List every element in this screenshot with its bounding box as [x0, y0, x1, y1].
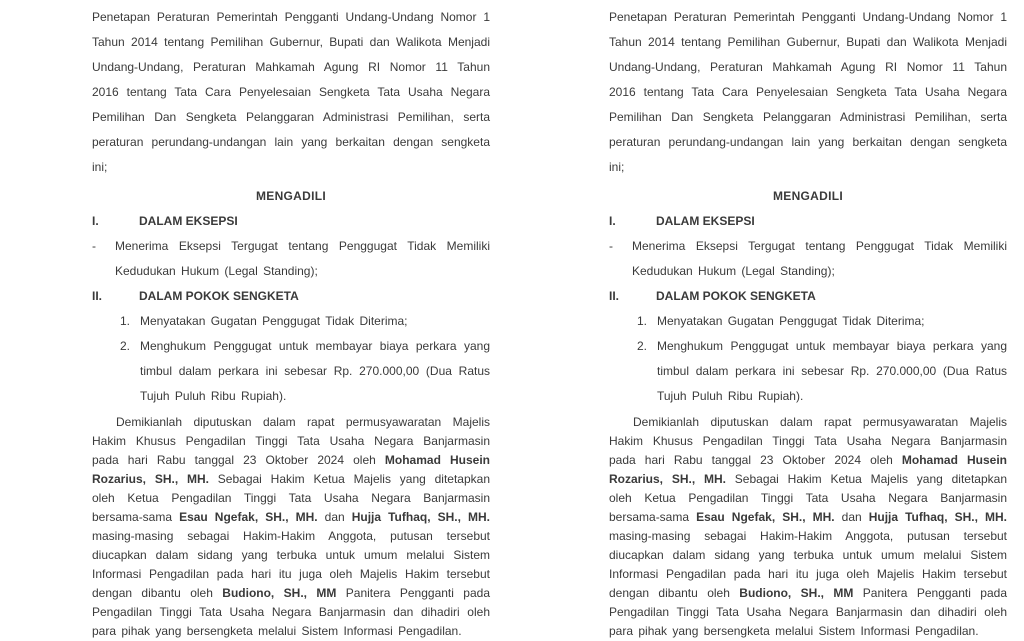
- bullet-dash: -: [92, 239, 96, 253]
- closing-text: dan: [834, 510, 869, 524]
- judge-name-chief: Mohamad Husein Rozarius, SH., MH.: [609, 453, 1007, 486]
- section-title: DALAM EKSEPSI: [656, 214, 755, 228]
- section-heading-eksepsi: [609, 209, 1007, 234]
- section-numeral: I.: [92, 214, 99, 228]
- document-page-right: [609, 0, 1007, 641]
- registrar-name: Budiono, SH., MM: [739, 586, 854, 600]
- eksepsi-bullet-item: [609, 234, 1007, 284]
- pokok-item-list: [637, 309, 1007, 409]
- list-item: [120, 309, 490, 334]
- list-item: [120, 334, 490, 409]
- section-numeral: I.: [609, 214, 616, 228]
- item-number: 1.: [637, 314, 648, 328]
- intro-paragraph: Penetapan Peraturan Pemerintah Pengganti Undang-Undang Nomor 1 Tahun 2014 tentang Pemilihan Gubernur, Bupati dan Walikota Menjadi Undang-Undang, Peraturan Mahkamah Agung RI Nomor 11 Tahun 2016 tentang Tata Cara Penyelesaian Sengketa Tata Usaha Negara Pemilihan Dan Sengketa Pelanggaran Administrasi Pemilihan, serta peraturan perundang-undangan lain yang berkaitan dengan sengketa ini;: [609, 10, 1007, 174]
- closing-text: Sebagai Hakim Ketua Majelis yang ditetapkan oleh Ketua Pengadilan Tinggi Tata Usaha Negara Banjarmasin bersama-sama: [609, 472, 1007, 524]
- intro-paragraph: Penetapan Peraturan Pemerintah Pengganti Undang-Undang Nomor 1 Tahun 2014 tentang Pemilihan Gubernur, Bupati dan Walikota Menjadi Undang-Undang, Peraturan Mahkamah Agung RI Nomor 11 Tahun 2016 tentang Tata Cara Penyelesaian Sengketa Tata Usaha Negara Pemilihan Dan Sengketa Pelanggaran Administrasi Pemilihan, serta peraturan perundang-undangan lain yang berkaitan dengan sengketa ini;: [92, 10, 490, 174]
- section-heading-eksepsi: [92, 209, 490, 234]
- closing-paragraph: [609, 413, 1007, 641]
- item-number: 2.: [637, 339, 648, 353]
- section-heading-pokok: [609, 284, 1007, 309]
- judge-name-member-1: Esau Ngefak, SH., MH.: [179, 510, 318, 524]
- item-text: Menyatakan Gugatan Penggugat Tidak Diterima;: [657, 314, 925, 328]
- item-text: Menyatakan Gugatan Penggugat Tidak Diterima;: [140, 314, 408, 328]
- judge-name-member-1: Esau Ngefak, SH., MH.: [696, 510, 835, 524]
- section-heading-pokok: [92, 284, 490, 309]
- closing-text: Sebagai Hakim Ketua Majelis yang ditetapkan oleh Ketua Pengadilan Tinggi Tata Usaha Negara Banjarmasin bersama-sama: [92, 472, 490, 524]
- judge-name-member-2: Hujja Tufhaq, SH., MH.: [868, 510, 1007, 524]
- eksepsi-bullet-item: [92, 234, 490, 284]
- section-title: DALAM POKOK SENGKETA: [656, 289, 816, 303]
- item-number: 2.: [120, 339, 131, 353]
- list-item: [637, 334, 1007, 409]
- section-numeral: II.: [609, 289, 620, 303]
- judge-name-member-2: Hujja Tufhaq, SH., MH.: [351, 510, 490, 524]
- closing-text: dan: [317, 510, 352, 524]
- closing-text: Panitera Pengganti pada Pengadilan Tinggi Tata Usaha Negara Banjarmasin dan dihadiri oleh para pihak yang bersengketa melalui Sistem Informasi Pengadilan.: [92, 586, 490, 638]
- item-text: Menghukum Penggugat untuk membayar biaya perkara yang timbul dalam perkara ini sebesar Rp. 270.000,00 (Dua Ratus Tujuh Puluh Ribu Rupiah).: [140, 339, 490, 403]
- bullet-text: Menerima Eksepsi Tergugat tentang Penggugat Tidak Memiliki Kedudukan Hukum (Legal Standing);: [632, 239, 1007, 278]
- closing-text: Demikianlah diputuskan dalam rapat permusyawaratan Majelis Hakim Khusus Pengadilan Tinggi Tata Usaha Negara Banjarmasin pada hari Rabu tanggal 23 Oktober 2024 oleh: [92, 415, 490, 467]
- list-item: [637, 309, 1007, 334]
- closing-text: masing-masing sebagai Hakim-Hakim Anggota, putusan tersebut diucapkan dalam sidang yang terbuka untuk umum melalui Sistem Informasi Pengadilan pada hari itu juga oleh Majelis Hakim tersebut dengan dibantu oleh: [609, 529, 1007, 600]
- verdict-heading: MENGADILI: [772, 189, 844, 203]
- closing-paragraph: [92, 413, 490, 641]
- registrar-name: Budiono, SH., MM: [222, 586, 337, 600]
- item-text: Menghukum Penggugat untuk membayar biaya perkara yang timbul dalam perkara ini sebesar Rp. 270.000,00 (Dua Ratus Tujuh Puluh Ribu Rupiah).: [657, 339, 1007, 403]
- bullet-text: Menerima Eksepsi Tergugat tentang Penggugat Tidak Memiliki Kedudukan Hukum (Legal Standing);: [115, 239, 490, 278]
- closing-text: Demikianlah diputuskan dalam rapat permusyawaratan Majelis Hakim Khusus Pengadilan Tinggi Tata Usaha Negara Banjarmasin pada hari Rabu tanggal 23 Oktober 2024 oleh: [609, 415, 1007, 467]
- item-number: 1.: [120, 314, 131, 328]
- section-numeral: II.: [92, 289, 103, 303]
- closing-text: masing-masing sebagai Hakim-Hakim Anggota, putusan tersebut diucapkan dalam sidang yang terbuka untuk umum melalui Sistem Informasi Pengadilan pada hari itu juga oleh Majelis Hakim tersebut dengan dibantu oleh: [92, 529, 490, 600]
- closing-text: Panitera Pengganti pada Pengadilan Tinggi Tata Usaha Negara Banjarmasin dan dihadiri oleh para pihak yang bersengketa melalui Sistem Informasi Pengadilan.: [609, 586, 1007, 638]
- section-title: DALAM EKSEPSI: [139, 214, 238, 228]
- bullet-dash: -: [609, 239, 613, 253]
- pokok-item-list: [120, 309, 490, 409]
- section-title: DALAM POKOK SENGKETA: [139, 289, 299, 303]
- verdict-heading: MENGADILI: [255, 189, 327, 203]
- document-page-left: [92, 0, 490, 641]
- judge-name-chief: Mohamad Husein Rozarius, SH., MH.: [92, 453, 490, 486]
